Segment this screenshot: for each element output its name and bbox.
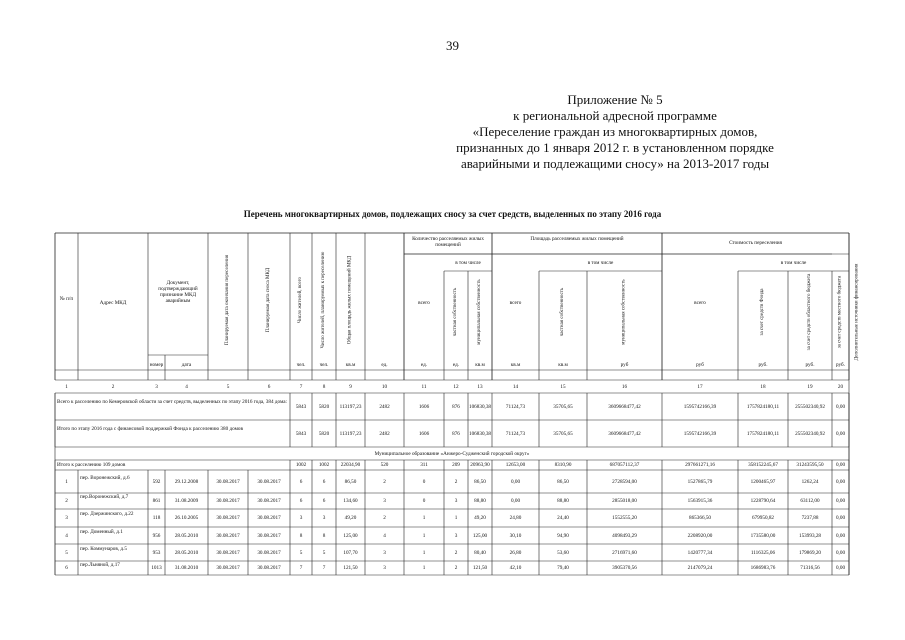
value-cell: 0,00 [835, 549, 846, 556]
unit-cell: чел. [296, 362, 306, 368]
column-number: 18 [760, 384, 766, 390]
value-cell: 0,00 [510, 478, 521, 485]
value-cell: 6 [322, 478, 326, 485]
row-address: пер. Доменный, д.1 [80, 528, 123, 535]
value-cell: 0,00 [835, 430, 846, 437]
value-cell: 125,00 [343, 532, 358, 539]
value-cell: 1228790,64 [750, 498, 776, 504]
value-cell: 71124,73 [505, 403, 526, 410]
header-planned-relocation: Планируемая дата окончания переселения [225, 254, 230, 346]
row-planned-demolition: 30.08.2017 [257, 515, 281, 521]
value-cell: 2147079,24 [687, 565, 713, 571]
header-residents-total: Число жителей, всего [298, 276, 303, 324]
value-cell: 153993,28 [798, 532, 822, 539]
column-number: 17 [697, 384, 703, 390]
column-number: 8 [322, 384, 326, 390]
row-planned-relocation: 30.08.2017 [216, 515, 240, 521]
unit-cell: руб [696, 362, 704, 368]
header-area-group: Площадь расселяемых жилых помещений [530, 236, 624, 242]
row-planned-demolition: 30.08.2017 [257, 549, 281, 556]
column-number: 6 [267, 384, 271, 390]
row-planned-relocation: 30.08.2017 [216, 532, 240, 539]
value-cell: 24,80 [509, 515, 522, 521]
value-cell: 94,90 [557, 532, 569, 539]
header-regional: за счет средств областного бюджета [807, 273, 812, 351]
value-cell: 5820 [318, 403, 330, 410]
value-cell: 1563915,36 [687, 498, 713, 504]
column-number: 11 [421, 384, 427, 390]
row-address: пер.Льняной, д.17 [80, 562, 120, 568]
value-cell: 1757824180,11 [746, 430, 780, 437]
row-planned-demolition: 30.08.2017 [257, 498, 281, 504]
value-cell: 0 [422, 498, 426, 504]
value-cell: 3905370,56 [612, 565, 637, 571]
row-doc-number: 1013 [151, 565, 162, 571]
value-cell: 3 [299, 515, 303, 521]
unit-cell: чел. [319, 362, 329, 368]
header-municipal-area: муниципальная собственность [621, 279, 627, 345]
unit-cell: кв.м [510, 362, 521, 368]
header-in-that-cost: в том числе [780, 260, 807, 266]
value-cell: 3 [383, 565, 386, 571]
value-cell: 2482 [379, 430, 390, 437]
value-cell: 106830,38 [468, 430, 492, 437]
unit-cell: руб [620, 362, 629, 368]
header-document: Документ, подтверждающий признание МКД аварийным [158, 280, 198, 304]
value-cell: 2855018,00 [612, 498, 637, 504]
row-number: 6 [65, 565, 68, 571]
value-cell: 1595742166,39 [683, 403, 717, 410]
appendix-line: Приложение № 5 [567, 92, 663, 107]
value-cell: 1200465,97 [750, 478, 776, 485]
value-cell: 2208920,00 [687, 532, 713, 539]
unit-cell: ед. [381, 362, 388, 368]
value-cell: 107,70 [343, 549, 358, 556]
value-cell: 26,80 [509, 549, 522, 556]
column-number: 14 [512, 384, 519, 390]
column-number: 19 [807, 384, 813, 390]
value-cell: 35705,65 [553, 403, 573, 410]
value-cell: 6 [322, 498, 326, 504]
value-cell: 179869,20 [798, 549, 822, 556]
value-cell: 79,40 [557, 565, 569, 571]
row-planned-relocation: 30.08.2017 [216, 549, 240, 556]
row-planned-demolition: 30.08.2017 [257, 532, 281, 539]
value-cell: 3 [383, 549, 386, 556]
value-cell: 1595742166,39 [683, 430, 717, 437]
value-cell: 8310,90 [554, 462, 572, 468]
value-cell: 113197,23 [339, 403, 362, 410]
municipality-title: Муниципальное образование «Анжеро-Судженский городской округ» [374, 451, 530, 457]
row-address: пер. Воронежский, д.6 [80, 474, 130, 481]
value-cell: 1 [454, 515, 458, 521]
row-address: пер. Дзержинского, д.22 [80, 511, 134, 517]
value-cell: 1 [422, 549, 426, 556]
row-planned-relocation: 30.08.2017 [216, 565, 240, 571]
row-address: пер. Коммунаров, д.5 [80, 545, 127, 552]
unit-cell: кв.м [345, 362, 356, 368]
row-doc-number: 118 [152, 515, 161, 521]
value-cell: 134,60 [343, 498, 358, 504]
value-cell: 520 [380, 462, 389, 468]
value-cell: 121,50 [343, 565, 358, 571]
value-cell: 6 [299, 498, 303, 504]
header-doc-date: дата [181, 362, 192, 368]
header-residents-planned: Число жителей, планируемых к переселению [321, 251, 326, 349]
value-cell: 0,00 [835, 532, 846, 539]
value-cell: 2 [383, 478, 386, 485]
row-doc-date: 31.08.2009 [174, 498, 199, 504]
column-number: 20 [837, 384, 844, 390]
value-cell: 1002 [295, 462, 307, 468]
unit-cell: ед. [420, 362, 428, 368]
row-doc-date: 31.08.2010 [174, 565, 199, 571]
header-planned-demolition: Планируемая дата сноса МКД [266, 267, 271, 333]
row-doc-number: 861 [152, 498, 161, 504]
value-cell: 42,10 [509, 565, 522, 571]
value-cell: 5820 [318, 430, 330, 437]
value-cell: 1757824180,11 [746, 403, 780, 410]
appendix-line: признанных до 1 января 2012 г. в установленном порядке [456, 140, 774, 155]
header-fund: за счет средств Фонда [760, 288, 765, 336]
value-cell: 113197,23 [339, 430, 362, 437]
summary-label: Всего к расселению по Кемеровской области за счет средств, выделенных по этапу 2016 года, 384 дома: [57, 399, 287, 405]
header-local: за счет средств местного бюджета [837, 275, 843, 349]
unit-cell: ед. [452, 362, 460, 368]
value-cell: 63112,00 [800, 498, 820, 504]
value-cell: 4098493,29 [612, 532, 637, 539]
value-cell: 0 [422, 478, 426, 485]
value-cell: 53,60 [557, 549, 569, 556]
value-cell: 876 [452, 430, 460, 437]
value-cell: 0,00 [835, 515, 846, 521]
value-cell: 71124,73 [505, 430, 526, 437]
value-cell: 24,40 [557, 515, 569, 521]
value-cell: 1552555,20 [612, 515, 637, 521]
row-number: 5 [65, 549, 68, 556]
value-cell: 1686983,76 [750, 565, 776, 571]
value-cell: 8 [322, 532, 326, 539]
value-cell: 5 [322, 549, 326, 556]
value-cell: 4 [383, 532, 386, 539]
value-cell: 5843 [295, 430, 307, 437]
value-cell: 0,00 [835, 565, 846, 571]
value-cell: 1262,24 [801, 478, 819, 485]
header-private-rooms: частная собственность [453, 287, 458, 337]
value-cell: 8 [299, 532, 303, 539]
row-doc-date: 28.05.2010 [174, 549, 199, 556]
unit-cell: кв.м [475, 362, 485, 368]
column-number: 7 [299, 384, 303, 390]
value-cell: 3 [454, 532, 458, 539]
value-cell: 876 [452, 403, 460, 410]
value-cell: 86,50 [344, 478, 357, 485]
row-doc-number: 956 [152, 532, 161, 539]
value-cell: 2482 [379, 403, 390, 410]
value-cell: 297661271,16 [685, 462, 715, 468]
value-cell: 88,80 [557, 498, 569, 504]
row-number: 4 [65, 532, 68, 539]
column-number: 15 [560, 384, 566, 390]
value-cell: 86,50 [474, 478, 486, 485]
value-cell: 0,00 [835, 478, 846, 485]
value-cell: 2 [454, 549, 458, 556]
column-number: 10 [381, 384, 388, 390]
value-cell: 86,50 [557, 478, 569, 485]
value-cell: 88,80 [474, 498, 486, 504]
value-cell: 2 [383, 515, 386, 521]
value-cell: 121,50 [472, 565, 488, 571]
value-cell: 3 [454, 498, 458, 504]
value-cell: 49,20 [344, 515, 357, 521]
row-doc-number: 953 [152, 549, 161, 556]
header-in-that-rooms: в том числе [455, 260, 481, 266]
value-cell: 7237,88 [801, 515, 819, 521]
value-cell: 35705,65 [553, 430, 573, 437]
column-number: 9 [349, 384, 352, 390]
summary-label: Итого по этапу 2016 года с финансовой поддержкой Фонда к расселению 380 домов [57, 426, 243, 432]
value-cell: 106830,38 [468, 403, 492, 410]
column-number: 12 [453, 384, 459, 390]
value-cell: 30,10 [509, 532, 522, 539]
value-cell: 2716971,60 [612, 549, 637, 556]
header-municipal-rooms: муниципальная собственность [477, 279, 482, 345]
value-cell: 1606 [418, 403, 430, 410]
value-cell: 1527865,79 [687, 478, 713, 485]
appendix-line: «Переселение граждан из многоквартирных домов, [472, 124, 758, 139]
column-number: 5 [226, 384, 230, 390]
municipality-total-label: Итого к расселению 109 домов [57, 462, 126, 468]
value-cell: 1 [422, 565, 426, 571]
value-cell: 3609668477,42 [608, 430, 641, 437]
unit-cell: руб. [805, 362, 815, 368]
appendix-line: аварийными и подлежащими сносу» на 2013-2017 годы [460, 156, 770, 171]
column-number: 13 [477, 384, 483, 390]
value-cell: 80,40 [474, 549, 486, 556]
value-cell: 358152245,67 [748, 462, 778, 468]
value-cell: 1 [422, 515, 426, 521]
value-cell: 209 [452, 462, 460, 468]
value-cell: 3 [383, 498, 386, 504]
value-cell: 71316,56 [800, 565, 820, 571]
value-cell: 679950,82 [751, 515, 775, 521]
header-doc-number: номер [149, 362, 164, 368]
column-number: 4 [185, 384, 188, 390]
column-number: 2 [111, 384, 115, 390]
header-total-rooms: всего [418, 300, 430, 306]
value-cell: 865366,50 [688, 515, 712, 521]
value-cell: 2 [454, 478, 458, 485]
header-address: Адрес МКД [99, 300, 127, 306]
unit-cell: кв.м [558, 362, 568, 368]
value-cell: 49,20 [474, 515, 486, 521]
unit-cell: руб. [836, 362, 845, 368]
header-in-that-area: в том числе [587, 260, 614, 266]
row-doc-date: 28.05.2010 [174, 532, 199, 539]
value-cell: 125,00 [472, 532, 488, 539]
row-planned-relocation: 30.08.2017 [216, 498, 240, 504]
header-total-cost: всего [694, 300, 706, 306]
row-planned-demolition: 30.08.2017 [257, 478, 281, 485]
value-cell: 3 [322, 515, 326, 521]
row-doc-date: 26.10.2005 [174, 515, 199, 521]
value-cell: 1002 [318, 462, 330, 468]
value-cell: 1420777,34 [687, 549, 713, 556]
value-cell: 20963,90 [470, 462, 490, 468]
value-cell: 1735580,00 [750, 532, 776, 539]
value-cell: 2 [454, 565, 458, 571]
header-total-area: всего [509, 300, 522, 306]
table-title: Перечень многоквартирных домов, подлежащих сносу за счет средств, выделенных по этапу 2016 года [243, 209, 662, 219]
row-number: 2 [65, 498, 68, 504]
row-planned-demolition: 30.08.2017 [257, 565, 281, 571]
row-address: пер.Воронежский, д.7 [80, 494, 129, 500]
row-number: 1 [65, 478, 68, 485]
header-area-total: Общая площадь жилых помещений МКД [347, 255, 353, 345]
value-cell: 7 [299, 565, 303, 571]
header-private-area: частная собственность [560, 287, 565, 337]
value-cell: 1116325,06 [750, 549, 776, 556]
value-cell: 7 [322, 565, 326, 571]
row-doc-number: 592 [152, 478, 161, 485]
header-extra: Дополнительные источники финансирования [854, 263, 860, 361]
value-cell: 687057112,37 [609, 462, 640, 468]
row-planned-relocation: 30.08.2017 [216, 478, 240, 485]
unit-cell: руб. [758, 362, 768, 368]
header-rooms-group: Количество расселяемых жилых помещений [412, 236, 484, 248]
column-number: 16 [621, 384, 628, 390]
value-cell: 5843 [295, 403, 307, 410]
value-cell: 31243595,50 [796, 462, 824, 468]
value-cell: 6 [299, 478, 303, 485]
value-cell: 0,00 [835, 498, 846, 504]
value-cell: 2728594,00 [612, 478, 637, 485]
header-cost-group: Стоимость переселения [729, 240, 782, 246]
value-cell: 3609668477,42 [608, 403, 641, 410]
row-number: 3 [65, 515, 68, 521]
value-cell: 22034,90 [340, 462, 361, 468]
value-cell: 1606 [418, 430, 430, 437]
row-doc-date: 29.12.2008 [174, 478, 199, 485]
header-num: № п/п [59, 296, 74, 302]
value-cell: 0,00 [835, 403, 846, 410]
value-cell: 255502340,92 [795, 403, 825, 410]
value-cell: 12653,00 [505, 462, 526, 468]
page-number: 39 [446, 38, 459, 53]
value-cell: 0,00 [510, 498, 521, 504]
value-cell: 255502340,92 [795, 430, 825, 437]
value-cell: 0,00 [835, 462, 846, 468]
value-cell: 5 [299, 549, 303, 556]
column-number: 1 [65, 384, 68, 390]
value-cell: 1 [422, 532, 426, 539]
column-number: 3 [155, 384, 158, 390]
value-cell: 311 [420, 462, 428, 468]
appendix-line: к региональной адресной программе [513, 108, 717, 123]
